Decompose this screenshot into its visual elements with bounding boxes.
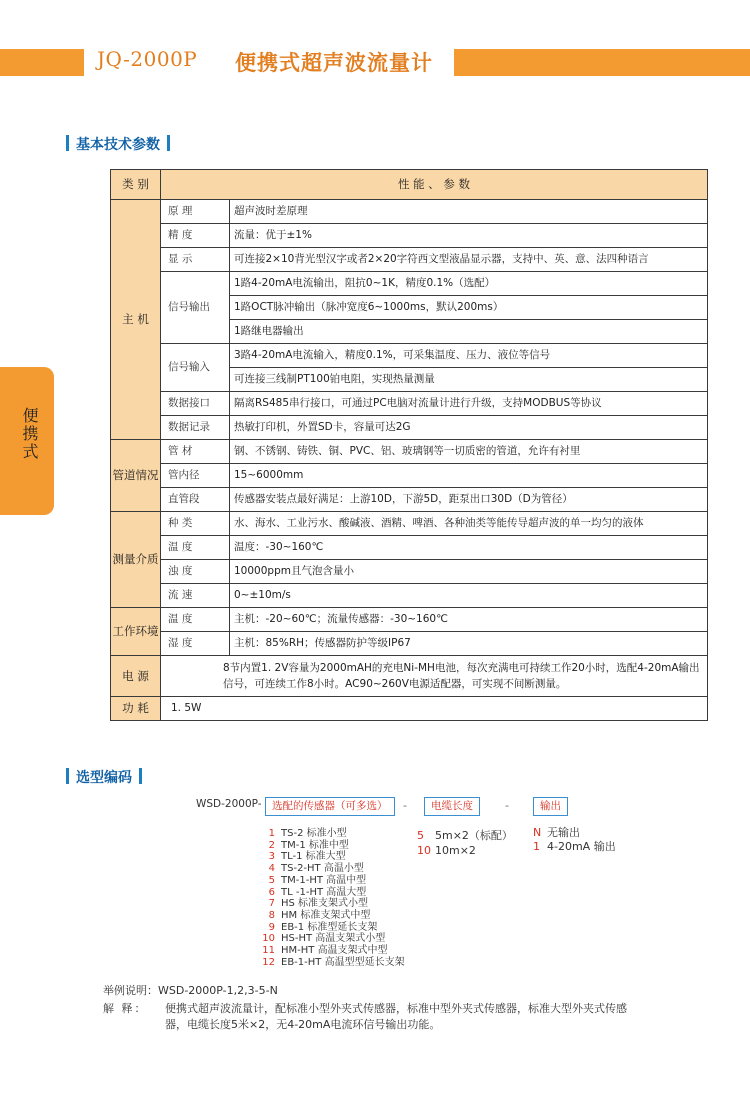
table-row bbox=[111, 536, 708, 560]
code-dash: - bbox=[505, 799, 509, 812]
table-row bbox=[111, 512, 708, 536]
header-category: 类 别 bbox=[111, 170, 161, 200]
list-item: 1 4-20mA 输出 bbox=[533, 840, 616, 853]
spec-value: 水、海水、工业污水、酸碱液、酒精、啤酒、各种油类等能传导超声波的单一均匀的液体 bbox=[230, 512, 708, 536]
sub-label: 精 度 bbox=[161, 224, 230, 248]
list-item: 8 HM 标准支架式中型 bbox=[268, 909, 371, 921]
sub-label: 流 速 bbox=[161, 584, 230, 608]
category-env: 工作环境 bbox=[111, 608, 161, 656]
list-item: 6 TL -1-HT 高温大型 bbox=[268, 886, 367, 898]
side-tab[interactable] bbox=[0, 367, 54, 515]
output-option-list bbox=[533, 826, 616, 854]
table-row bbox=[111, 392, 708, 416]
table-row bbox=[111, 632, 708, 656]
spec-value: 超声波时差原理 bbox=[230, 200, 708, 224]
section-title-text: 基本技术参数 bbox=[76, 137, 160, 153]
category-host: 主 机 bbox=[111, 200, 161, 440]
sub-label: 种 类 bbox=[161, 512, 230, 536]
cable-option-list bbox=[417, 828, 513, 858]
sub-label: 原 理 bbox=[161, 200, 230, 224]
spec-value: 可连接2×10背光型汉字或者2×20字符西文型液晶显示器，支持中、英、意、法四种语言 bbox=[230, 248, 708, 272]
list-item: 7 HS 标准支架式小型 bbox=[268, 898, 369, 910]
list-item: 1 TS-2 标准小型 bbox=[268, 828, 347, 839]
spec-value: 1. 5W bbox=[161, 697, 708, 721]
table-row bbox=[111, 344, 708, 368]
sensor-option-list bbox=[262, 828, 405, 968]
list-item: 10 HS-HT 高温支架式小型 bbox=[262, 933, 386, 945]
spec-value: 可连接三线制PT100铂电阻，实现热量测量 bbox=[230, 368, 708, 392]
section-title-specs bbox=[66, 134, 170, 154]
sub-label: 温 度 bbox=[161, 536, 230, 560]
spec-value: 传感器安装点最好满足：上游10D，下游5D，距泵出口30D（D为管径） bbox=[230, 488, 708, 512]
table-row bbox=[111, 416, 708, 440]
list-item: 9 EB-1 标准型延长支架 bbox=[268, 921, 378, 933]
code-dash: - bbox=[403, 799, 407, 812]
category-power: 电 源 bbox=[111, 656, 161, 697]
spec-value: 流量：优于±1% bbox=[230, 224, 708, 248]
table-row bbox=[111, 608, 708, 632]
spec-value: 0~±10m/s bbox=[230, 584, 708, 608]
code-prefix: WSD-2000P- bbox=[196, 798, 262, 810]
spec-value: 8节内置1. 2V容量为2000mAH的充电Ni-MH电池，每次充满电可持续工作20小时，选配4-20mA输出信号，可连续工作8小时。AC90~260V电源适配器，可实现不间断测量。 bbox=[161, 656, 708, 697]
sub-label: 数据接口 bbox=[161, 392, 230, 416]
code-box-output: 输出 bbox=[533, 797, 568, 816]
spec-value: 1路继电器输出 bbox=[230, 320, 708, 344]
sub-label: 温 度 bbox=[161, 608, 230, 632]
spec-value: 主机：-20~60℃；流量传感器：-30~160℃ bbox=[230, 608, 708, 632]
spec-value: 1路OCT脉冲输出（脉冲宽度6~1000ms，默认200ms） bbox=[230, 296, 708, 320]
table-row bbox=[111, 200, 708, 224]
example-label: 举例说明： bbox=[103, 984, 158, 997]
list-item: N 无输出 bbox=[533, 826, 580, 839]
spec-value: 15~6000mm bbox=[230, 464, 708, 488]
explain-block bbox=[103, 1001, 627, 1033]
sub-label: 信号输入 bbox=[161, 344, 230, 392]
example-value: WSD-2000P-1,2,3-5-N bbox=[158, 984, 278, 997]
code-box-cable: 电缆长度 bbox=[424, 797, 480, 816]
sub-label: 显 示 bbox=[161, 248, 230, 272]
table-row bbox=[111, 272, 708, 296]
explain-text: 器，电缆长度5米×2，无4-20mA电流环信号输出功能。 bbox=[165, 1018, 441, 1031]
spec-value: 热敏打印机，外置SD卡，容量可达2G bbox=[230, 416, 708, 440]
product-title: 便携式超声波流量计 bbox=[235, 51, 433, 75]
section-title-codes bbox=[66, 767, 142, 787]
header-bar-right bbox=[454, 49, 750, 76]
list-item: 12 EB-1-HT 高温型型延长支架 bbox=[262, 956, 405, 968]
example-line bbox=[103, 983, 278, 999]
section-marker-left bbox=[66, 135, 69, 151]
list-item: 4 TS-2-HT 高温小型 bbox=[268, 863, 364, 875]
list-item: 5 TM-1-HT 高温中型 bbox=[268, 874, 367, 886]
sub-label: 数据记录 bbox=[161, 416, 230, 440]
table-row bbox=[111, 440, 708, 464]
sub-label: 信号输出 bbox=[161, 272, 230, 344]
spec-value: 钢、不锈钢、铸铁、铜、PVC、铝、玻璃钢等一切质密的管道，允许有衬里 bbox=[230, 440, 708, 464]
sub-label: 浊 度 bbox=[161, 560, 230, 584]
category-medium: 测量介质 bbox=[111, 512, 161, 608]
table-row bbox=[111, 584, 708, 608]
section-title-text: 选型编码 bbox=[76, 770, 132, 786]
sub-label: 管内径 bbox=[161, 464, 230, 488]
table-header-row bbox=[111, 170, 708, 200]
side-tab-label: 便携式 bbox=[20, 407, 39, 461]
explain-text: 便携式超声波流量计，配标准小型外夹式传感器，标准中型外夹式传感器，标准大型外夹式传感 bbox=[165, 1002, 627, 1015]
spec-table bbox=[110, 169, 708, 721]
section-marker-right bbox=[139, 768, 142, 784]
code-box-sensor: 选配的传感器（可多选） bbox=[265, 797, 395, 816]
spec-value: 3路4-20mA电流输入，精度0.1%，可采集温度、压力、液位等信号 bbox=[230, 344, 708, 368]
table-row bbox=[111, 464, 708, 488]
header-bar-left bbox=[0, 49, 84, 76]
explain-label: 解 释： bbox=[103, 1002, 148, 1015]
table-row bbox=[111, 697, 708, 721]
spec-value: 主机：85%RH；传感器防护等级IP67 bbox=[230, 632, 708, 656]
list-item: 10 10m×2 bbox=[417, 844, 476, 857]
section-marker-left bbox=[66, 768, 69, 784]
list-item: 2 TM-1 标准中型 bbox=[268, 839, 349, 851]
sub-label: 管 材 bbox=[161, 440, 230, 464]
spec-value: 10000ppm且气泡含量小 bbox=[230, 560, 708, 584]
sub-label: 湿 度 bbox=[161, 632, 230, 656]
section-marker-right bbox=[167, 135, 170, 151]
table-row bbox=[111, 224, 708, 248]
table-row bbox=[111, 656, 708, 697]
spec-value: 隔离RS485串行接口，可通过PC电脑对流量计进行升级，支持MODBUS等协议 bbox=[230, 392, 708, 416]
table-row bbox=[111, 248, 708, 272]
category-pipe: 管道情况 bbox=[111, 440, 161, 512]
list-item: 11 HM-HT 高温支架式中型 bbox=[262, 945, 388, 957]
sub-label: 直管段 bbox=[161, 488, 230, 512]
list-item: 5 5m×2（标配） bbox=[417, 829, 513, 842]
spec-value: 温度：-30~160℃ bbox=[230, 536, 708, 560]
spec-value: 1路4-20mA电流输出，阻抗0~1K，精度0.1%（选配） bbox=[230, 272, 708, 296]
header-content: 性 能 、 参 数 bbox=[161, 170, 708, 200]
category-consumption: 功 耗 bbox=[111, 697, 161, 721]
table-row bbox=[111, 560, 708, 584]
table-row bbox=[111, 488, 708, 512]
product-model: JQ-2000P bbox=[97, 47, 198, 71]
list-item: 3 TL-1 标准大型 bbox=[268, 851, 346, 863]
